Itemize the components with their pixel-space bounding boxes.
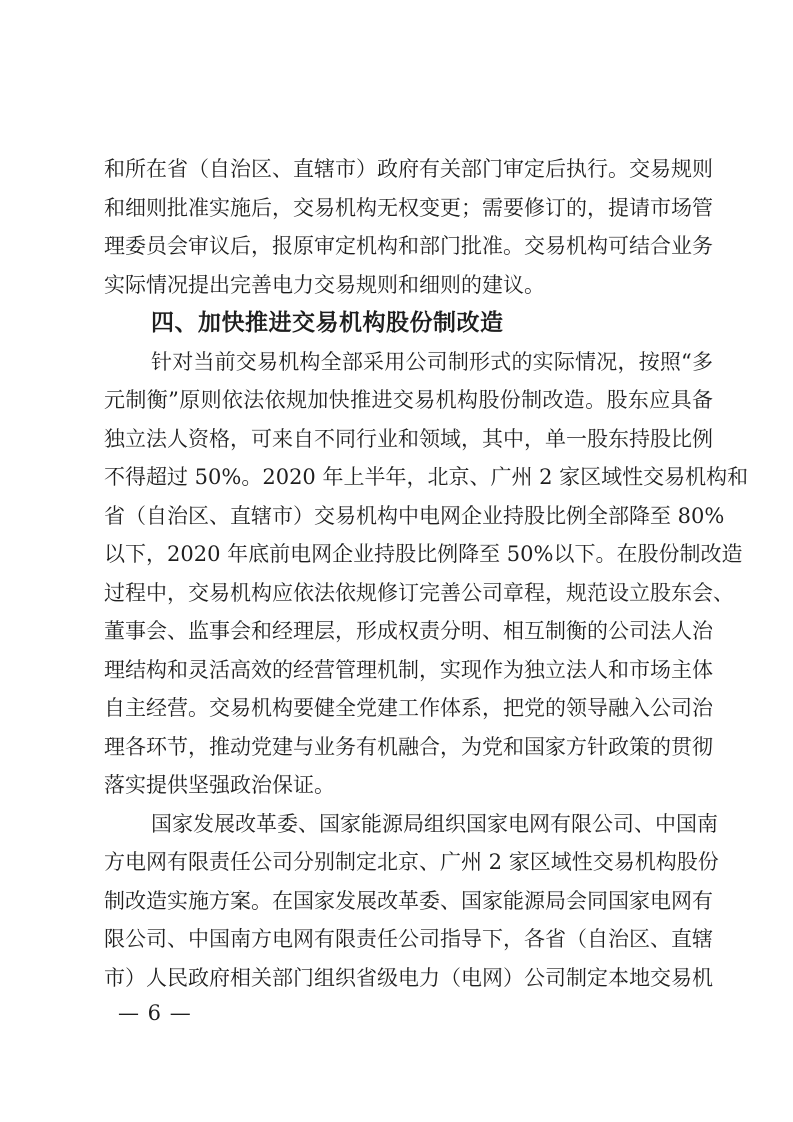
text-line: 实际情况提出完善电力交易规则和细则的建议。: [104, 272, 545, 297]
text-line: 不得超过 50%。2020 年上半年，北京、广州 2 家区域性交易机构和: [104, 465, 749, 489]
paragraph-implementation: [104, 805, 719, 998]
text-line: 和所在省（自治区、直辖市）政府有关部门审定后执行。交易规则: [104, 157, 713, 181]
text-line: 省（自治区、直辖市）交易机构中电网企业持股比例全部降至 80%: [104, 503, 725, 528]
text-line: 元制衡”原则依法依规加快推进交易机构股份制改造。股东应具备: [104, 388, 713, 412]
text-line: 制改造实施方案。在国家发展改革委、国家能源局会同国家电网有: [104, 888, 713, 913]
text-line: 理委员会审议后，报原审定机构和部门批准。交易机构可结合业务: [104, 234, 713, 258]
text-line: 落实提供坚强政治保证。: [104, 773, 335, 797]
text-line: 针对当前交易机构全部采用公司制形式的实际情况，按照“多: [151, 349, 713, 374]
text-line: 方电网有限责任公司分别制定北京、广州 2 家区域性交易机构股份: [104, 850, 719, 874]
text-line: 自主经营。交易机构要健全党建工作体系，把党的领导融入公司治: [104, 696, 713, 720]
text-line: 国家发展改革委、国家能源局组织国家电网有限公司、中国南: [151, 811, 718, 836]
section-heading: 四、加快推进交易机构股份制改造: [151, 310, 504, 336]
text-line: 理各环节，推动党建与业务有机融合，为党和国家方针政策的贯彻: [104, 734, 713, 759]
text-line: 董事会、监事会和经理层，形成权责分明、相互制衡的公司法人治: [104, 619, 713, 643]
text-line: 理结构和灵活高效的经营管理机制，实现作为独立法人和市场主体: [104, 657, 713, 682]
page-number: — 6 —: [118, 1001, 192, 1025]
text-line: 独立法人资格，可来自不同行业和领域，其中，单一股东持股比例: [104, 426, 713, 451]
text-line: 过程中，交易机构应依法依规修订完善公司章程，规范设立股东会、: [104, 580, 734, 605]
text-line: 以下，2020 年底前电网企业持股比例降至 50%以下。在股份制改造: [104, 542, 743, 566]
text-line: 市）人民政府相关部门组织省级电力（电网）公司制定本地交易机: [104, 965, 713, 990]
paragraph-continuation: [104, 150, 713, 304]
text-line: 限公司、中国南方电网有限责任公司指导下，各省（自治区、直辖: [104, 927, 713, 951]
document-body: [104, 150, 749, 997]
text-line: 和细则批准实施后，交易机构无权变更；需要修订的，提请市场管: [104, 195, 713, 220]
paragraph-share-reform: [104, 343, 749, 805]
